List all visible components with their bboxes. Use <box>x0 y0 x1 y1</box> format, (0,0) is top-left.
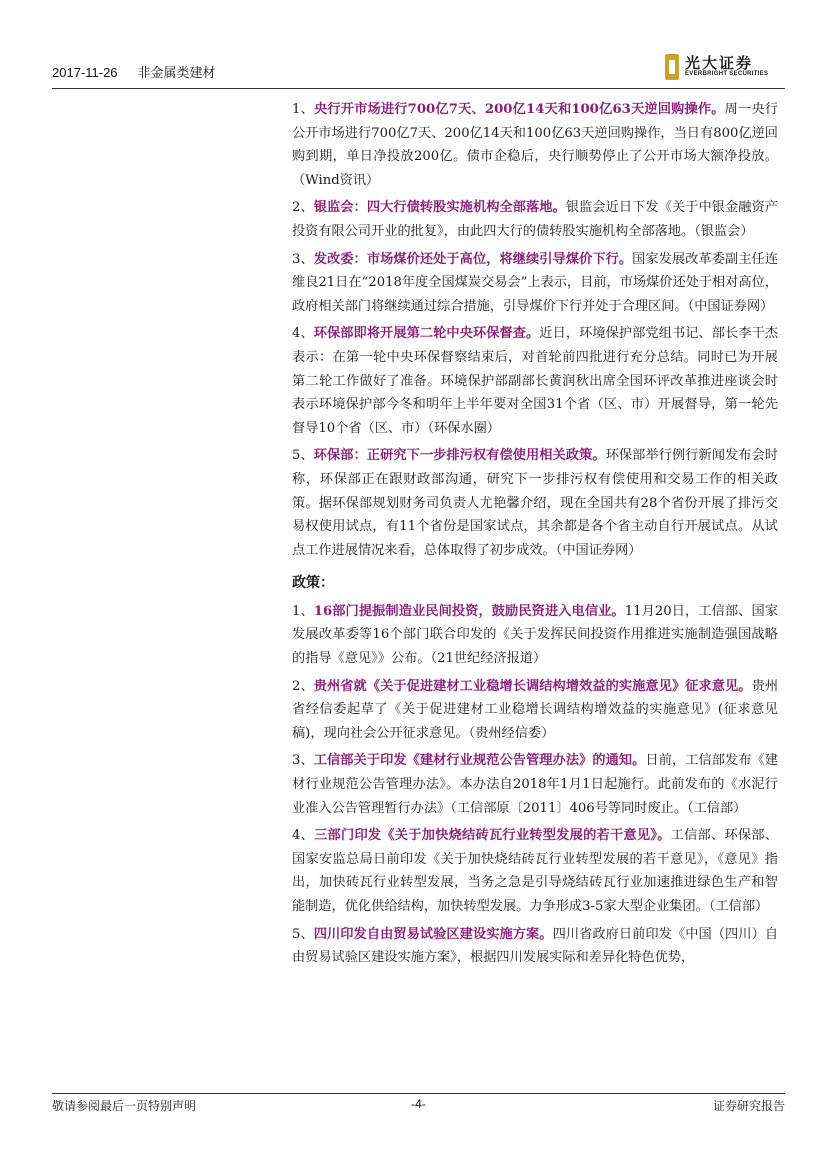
footer-disclaimer: 敬请参阅最后一页特别声明 <box>52 1099 197 1113</box>
header-meta <box>52 62 216 81</box>
policy-item-4 <box>292 824 778 918</box>
news-body: 周一央行公开市场进行700亿7天、200亿14天和100亿63天逆回购操作，当日有800亿逆回购到期，单日净投放200亿。债市企稳后，央行顺势停止了公开市场大额净投放。（Wind资讯） <box>292 102 779 188</box>
policy-body: 四川省政府日前印发《中国（四川）自由贸易试验区建设实施方案》，根据四川发展实际和差异化特色优势， <box>292 926 779 966</box>
page-header <box>52 52 785 86</box>
news-body: 环保部举行例行新闻发布会时称，环保部正在跟财政部沟通，研究下一步排污权有偿使用和交易工作的相关政策。据环保部规划财务司负责人尤艳馨介绍，现在全国共有28个省份开展了排污交易权使用试点，有11个省份是国家试点，其余都是各个省主动自行开展试点。从试点工作进展情况来看，总体取得了初步成效。（中国证券网） <box>292 448 779 558</box>
policy-body: 日前，工信部发布《建材行业规范公告管理办法》。本办法自2018年1月1日起施行。此前发布的《水泥行业准入公告管理暂行办法》（工信部原〔2011〕406号等同时废止。（工信部） <box>292 753 779 816</box>
news-body: 银监会近日下发《关于中银金融资产投资有限公司开业的批复》，由此四大行的债转股实施机构全部落地。（银监会） <box>292 200 779 239</box>
policy-list <box>292 600 778 970</box>
news-number: 3、 <box>292 251 314 267</box>
news-item-2 <box>292 196 778 243</box>
report-date: 2017-11-26 <box>52 65 118 80</box>
policy-number: 1、 <box>292 603 314 619</box>
news-number: 1、 <box>292 102 314 117</box>
footer-divider <box>52 1093 785 1094</box>
logo-chinese: 光大证券 <box>685 54 754 72</box>
main-content <box>292 98 778 974</box>
policy-headline <box>292 753 645 768</box>
policy-headline-text: 贵州省就《关于促进建材工业稳增长调结构增效益的实施意见》征求意见。 <box>313 678 752 694</box>
policy-headline <box>292 828 671 843</box>
news-headline <box>292 326 539 341</box>
news-number: 4、 <box>292 326 314 342</box>
policy-item-3 <box>292 749 778 820</box>
news-headline <box>292 252 632 267</box>
policy-section-title: 政策： <box>292 575 334 592</box>
policy-headline <box>292 927 553 942</box>
news-item-4 <box>292 322 778 440</box>
policy-body: 贵州省经信委起草了《关于促进建材工业稳增长调结构增效益的实施意见》(征求意见稿)，现向社会公开征求意见。（贵州经信委） <box>292 678 779 741</box>
footer-report-type: 证券研究报告 <box>712 1099 785 1113</box>
report-sector: 非金属类建材 <box>137 65 216 80</box>
news-headline-text: 环保部：正研究下一步排污权有偿使用相关政策。 <box>313 448 606 464</box>
news-item-5 <box>292 444 778 562</box>
news-headline <box>292 448 606 463</box>
policy-headline <box>292 604 625 619</box>
header-divider <box>52 88 785 89</box>
news-body: 近日，环境保护部党组书记、部长李干杰表示：在第一轮中央环保督察结束后，对首轮前四批进行充分总结。同时已为开展第二轮工作做好了准备。环境保护部副部长黄润秋出席全国环评改革推进座谈会时表示环境保护部今冬和明年上半年要对全国31个省（区、市）开展督导，第一轮先督导10个省（区、市）（环保水圈） <box>292 326 779 436</box>
policy-headline-text: 四川印发自由贸易试验区建设实施方案。 <box>313 926 553 942</box>
policy-item-2 <box>292 675 778 746</box>
news-headline-text: 发改委：市场煤价还处于高位，将继续引导煤价下行。 <box>313 251 633 267</box>
news-item-1 <box>292 98 778 192</box>
policy-number: 5、 <box>292 926 314 942</box>
policy-body: 11月20日，工信部、国家发展改革委等16个部门联合印发的《关于发挥民间投资作用推进实施制造强国战略的指导《意见》》公布。（21世纪经济报道） <box>292 603 779 667</box>
news-list <box>292 98 778 562</box>
news-headline-text: 银监会：四大行债转股实施机构全部落地。 <box>313 200 566 216</box>
news-number: 5、 <box>292 448 314 464</box>
policy-item-1 <box>292 600 778 671</box>
news-headline <box>292 102 725 117</box>
policy-number: 4、 <box>292 828 315 844</box>
news-body: 国家发展改革委副主任连维良21日在“2018年度全国煤炭交易会”上表示，目前，市场煤价还处于相对高位，政府相关部门将继续通过综合措施，引导煤价下行并处于合理区间。（中国证券网） <box>292 251 779 314</box>
page-number: -4- <box>411 1097 426 1111</box>
policy-number: 2、 <box>292 678 314 694</box>
logo-mark-icon <box>665 54 679 80</box>
page-footer <box>52 1097 785 1117</box>
policy-headline-text: 工信部关于印发《建材行业规范公告管理办法》的通知。 <box>313 753 646 769</box>
policy-body: 工信部、环保部、国家安监总局日前印发《关于加快烧结砖瓦行业转型发展的若干意见》，《意见》指出，加快砖瓦行业转型发展，当务之急是引导烧结砖瓦行业加速推进绿色生产和智能制造，优化供给结构，加快转型发展。力争形成3-5家大型企业集团。（工信部） <box>292 828 779 914</box>
news-item-3 <box>292 248 778 319</box>
policy-number: 3、 <box>292 753 314 769</box>
policy-headline <box>292 679 752 694</box>
policy-item-5 <box>292 923 778 970</box>
news-headline <box>292 200 566 215</box>
logo-english: EVERBRIGHT SECURITIES <box>685 71 769 77</box>
news-number: 2、 <box>292 200 314 216</box>
news-headline-text: 环保部即将开展第二轮中央环保督查。 <box>313 326 540 342</box>
policy-headline-text: 16部门提振制造业民间投资，鼓励民资进入电信业。 <box>313 603 625 619</box>
everbright-logo <box>665 52 785 82</box>
policy-headline-text: 三部门印发《关于加快烧结砖瓦行业转型发展的若干意见》。 <box>314 828 671 844</box>
news-headline-text: 央行开市场进行700亿7天、200亿14天和100亿63天逆回购操作。 <box>313 102 725 117</box>
